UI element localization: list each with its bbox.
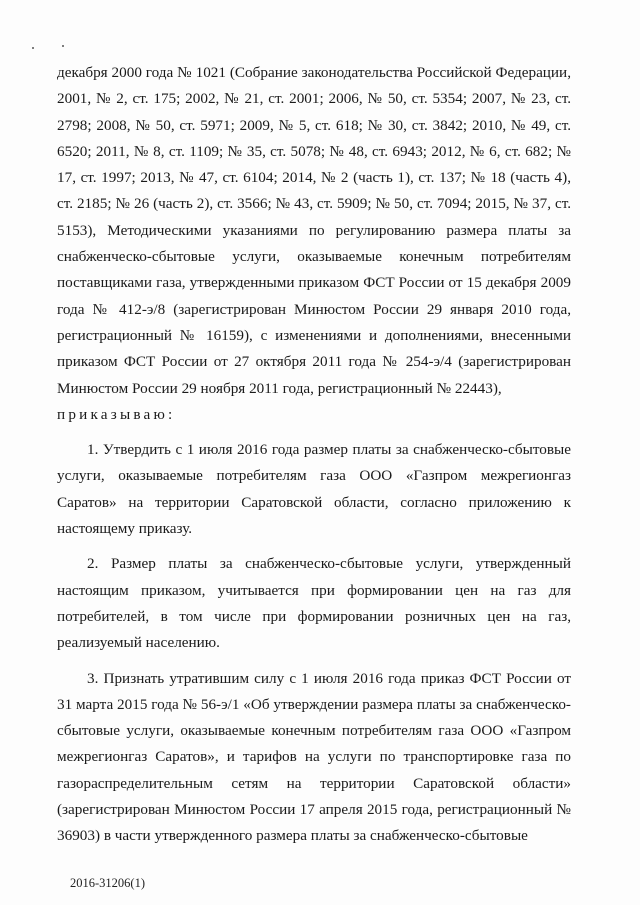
paragraph-3: 3. Признать утратившим силу с 1 июля 2016 года приказ ФСТ России от 31 марта 2015 года № 56-э/1 «Об утверждении размера платы за снабженческо-сбытовые услуги, оказываемые конечным потребителям газа ООО «Газпром межрегионгаз Саратов», и тарифов на услуги по транспортировке газа по газораспределительным сетям на территории Саратовской области» (зарегистрирован Минюстом России 17 апреля 2015 года, регистрационный № 36903) в части утвержденного размера платы за снабженческо-сбытовые xyxy=(57,669,571,845)
scan-speck xyxy=(32,47,34,49)
document-body xyxy=(57,60,571,850)
intro-paragraph: декабря 2000 года № 1021 (Собрание законодательства Российской Федерации, 2001, № 2, ст. 175; 2002, № 21, ст. 2001; 2006, № 50, ст. 5354; 2007, № 23, ст. 2798; 2008, № 50, ст. 5971; 2009, № 5, ст. 618; № 30, ст. 3842; 2010, № 49, ст. 6520; 2011, № 8, ст. 1109; № 35, ст. 5078; № 48, ст. 6943; 2012, № 6, ст. 682; № 17, ст. 1997; 2013, № 47, ст. 6104; 2014, № 2 (часть 1), ст. 137; № 18 (часть 4), ст. 2185; № 26 (часть 2), ст. 3566; № 43, ст. 5909; № 50, ст. 7094; 2015, № 37, ст. 5153), Методическими указаниями по регулированию размера платы за снабженческо-сбытовые услуги, оказываемые конечным потребителям поставщиками газа, утвержденными приказом ФСТ России от 15 декабря 2009 года № 412-э/8 (зарегистрирован Минюстом России 29 января 2010 года, регистрационный № 16159), с изменениями и дополнениями, внесенными приказом ФСТ России от 27 октября 2011 года № 254-э/4 (зарегистрирован Минюстом России 29 ноября 2011 года, регистрационный № 22443), xyxy=(57,64,571,397)
paragraph-2: 2. Размер платы за снабженческо-сбытовые услуги, утвержденный настоящим приказом, учитывается при формировании цен на газ для потребителей, в том числе при формировании розничных цен на газ, реализуемый населению. xyxy=(57,555,571,652)
scan-speck xyxy=(62,45,64,47)
paragraph-1: 1. Утвердить с 1 июля 2016 года размер платы за снабженческо-сбытовые услуги, оказываемые потребителям газа ООО «Газпром межрегионгаз Саратов» на территории Саратовской области, согласно приложению к настоящему приказу. xyxy=(57,441,571,538)
order-word: приказываю: xyxy=(57,405,176,423)
document-code: 2016-31206(1) xyxy=(70,876,145,890)
